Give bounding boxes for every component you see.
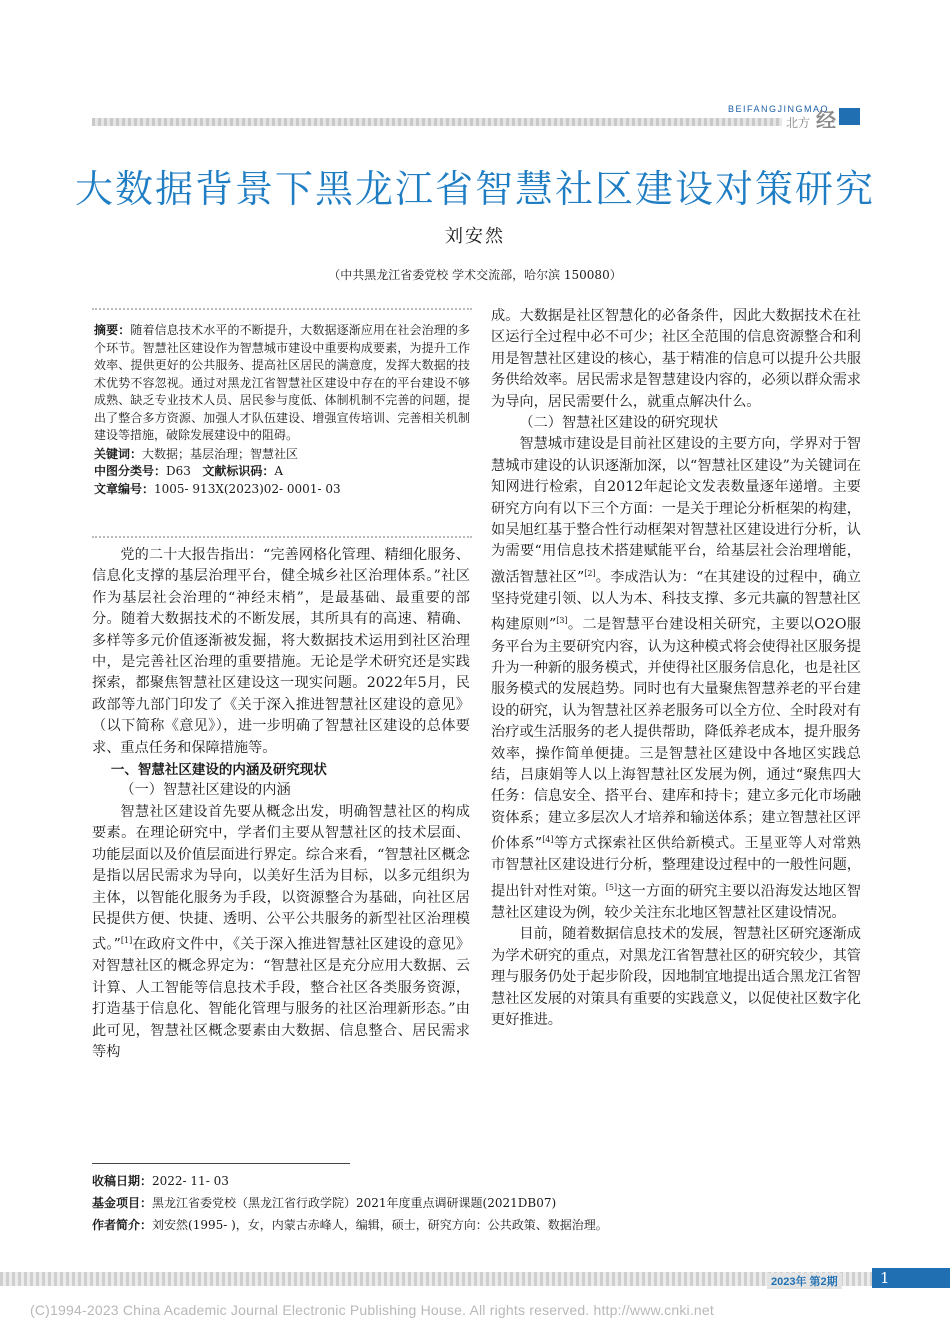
footnote-label: 作者简介： bbox=[92, 1218, 153, 1232]
keywords bbox=[94, 446, 470, 464]
article-author: 刘安然 bbox=[445, 226, 505, 247]
body-right-column bbox=[491, 306, 861, 1031]
abstract bbox=[94, 322, 470, 445]
section-heading: 一、智慧社区建设的内涵及研究现状 bbox=[110, 762, 327, 778]
journal-name-en: BEIFANGJINGMAO bbox=[728, 104, 830, 114]
article-affiliation: （中共黑龙江省委党校 学术交流部，哈尔滨 150080） bbox=[328, 268, 622, 282]
article-number bbox=[94, 481, 470, 499]
footnote-text: 黑龙江省委党校（黑龙江省行政学院）2021年度重点调研课题(2021DB07) bbox=[152, 1196, 557, 1210]
text-span: 。李成浩认为：“在其建设的过程中，确立坚持党建引领、以人为本、科技支撑、多元共赢的智慧社区构建原则” bbox=[491, 569, 861, 634]
doc-code-value: A bbox=[274, 464, 284, 478]
text-span: 。二是智慧平台建设相关研究，主要以O2O服务平台为主要研究内容，认为这种模式将会使得社区服务提升为一种新的服务模式，并使得社区服务信息化，也是社区服务模式的发展趋势。同时也有大量聚焦智慧养老的平台建设的研究，认为智慧社区养老服务可以全方位、全时段对有治疗或生活服务的老人提供帮助，降低养老成本，提升服务效率，操作简单便捷。三是智慧社区建设中各地区实践总结，吕康娟等人以上海智慧社区发展为例，通过“聚焦四大任务：信息安全、搭平台、建库和持卡；建立多元化市场融资体系；建立多层次人才培养和输送体系；建立智慧社区评价体系” bbox=[491, 617, 861, 852]
footnote-label: 基金项目： bbox=[92, 1196, 153, 1210]
citation-ref: [2] bbox=[584, 568, 596, 578]
article-title: 大数据背景下黑龙江省智慧社区建设对策研究 bbox=[74, 169, 875, 211]
article-no-value: 1005- 913X(2023)02- 0001- 03 bbox=[154, 481, 341, 496]
classification bbox=[94, 463, 470, 481]
issue-label: 2023年 第2期 bbox=[767, 1273, 842, 1289]
footnote-bio bbox=[92, 1214, 862, 1236]
abstract-label: 摘要： bbox=[94, 323, 131, 337]
journal-logo-box bbox=[839, 108, 860, 125]
clc-value: D63 bbox=[166, 464, 191, 478]
keywords-text: 大数据；基层治理；智慧社区 bbox=[142, 446, 299, 461]
journal-name-cn: 北方 bbox=[786, 116, 811, 130]
paragraph: 目前，随着数据信息技术的发展，智慧社区研究逐渐成为学术研究的重点，对黑龙江省智慧社区的研究较少，其管理与服务仍处于起步阶段，因地制宜地提出适合黑龙江省智慧社区发展的对策具有重要的实践意义，以促使社区数字化更好推进。 bbox=[491, 926, 861, 1028]
paragraph bbox=[92, 802, 470, 1064]
article-no-label: 文章编号： bbox=[94, 481, 155, 496]
subsection-heading: （一）智慧社区建设的内涵 bbox=[120, 782, 291, 799]
footnote-received bbox=[92, 1170, 862, 1192]
footnotes bbox=[92, 1170, 862, 1236]
header-decor-bar bbox=[92, 118, 782, 126]
text-span: 智慧城市建设是目前社区建设的主要方向，学界对于智慧城市建设的认识逐渐加深，以“智慧社区建设”为关键词在知网进行检索，自2012年起论文发表数量逐年递增。主要研究方向有以下三个方面：一是关于理论分析框架的构建，如吴旭红基于整合性行动框架对智慧社区建设进行分析，认为需要“用信息技术搭建赋能平台，给基层社会治理增能，激活智慧社区” bbox=[491, 436, 861, 586]
page-number: 1 bbox=[872, 1268, 950, 1288]
clc-label: 中图分类号： bbox=[94, 464, 167, 478]
footnote-separator bbox=[92, 1163, 350, 1164]
text-span: 等方式探索社区供给新模式。王星亚等人对常熟市智慧社区建设进行分析，整理建设过程中的一般性问题，提出针对性对策。 bbox=[491, 835, 861, 900]
body-left-column bbox=[92, 545, 470, 1063]
citation-ref: [4] bbox=[542, 835, 554, 845]
subsection-heading: （二）智慧社区建设的研究现状 bbox=[519, 415, 719, 432]
footnote-label: 收稿日期： bbox=[92, 1174, 153, 1188]
paragraph: 成。大数据是社区智慧化的必备条件，因此大数据技术在社区运行全过程中必不可少；社区全范围的信息资源整合和利用是智慧社区建设的核心，基于精准的信息可以提升公共服务供给效率。居民需求是智慧建设内容的，必须以群众需求为导向，居民需要什么，就重点解决什么。 bbox=[491, 308, 861, 410]
doc-code-label: 文献标识码： bbox=[202, 464, 275, 478]
footnote-text: 刘安然(1995- )，女，内蒙古赤峰人，编辑，硕士，研究方向：公共政策、数据治理。 bbox=[152, 1218, 608, 1232]
abstract-box bbox=[92, 308, 472, 538]
paragraph: 党的二十大报告指出：“完善网格化管理、精细化服务、信息化支撑的基层治理平台，健全城乡社区治理体系。”社区作为基层社会治理的“神经末梢”，是最基础、最重要的部分。随着大数据技术的不断发展，其所具有的高速、精确、多样等多元价值逐渐被发掘，将大数据技术运用到社区治理中，是完善社区治理的重要措施。无论是学术研究还是实践探索，都聚焦智慧社区建设这一现实问题。2022年5月，民政部等九部门印发了《关于深入推进智慧社区建设的意见》（以下简称《意见》），进一步明确了智慧社区建设的总体要求、重点任务和保障措施等。 bbox=[92, 547, 470, 756]
citation-ref: [5] bbox=[605, 882, 618, 892]
footnote-text: 2022- 11- 03 bbox=[152, 1174, 229, 1188]
citation-ref: [1] bbox=[120, 936, 133, 946]
text-span: 这一方面的研究主要以沿海发达地区智慧社区建设为例，较少关注东北地区智慧社区建设情况。 bbox=[491, 883, 861, 921]
footnote-fund bbox=[92, 1192, 862, 1214]
text-span: 在政府文件中，《关于深入推进智慧社区建设的意见》对智慧社区的概念界定为：“智慧社区是充分应用大数据、云计算、人工智能等信息技术手段，整合社区各类服务资源，打造基于信息化、智能化管理与服务的社区治理新形态。”由此可见，智慧社区概念要素由大数据、信息整合、居民需求等构 bbox=[92, 937, 471, 1061]
text-span: 智慧社区建设首先要从概念出发，明确智慧社区的构成要素。在理论研究中，学者们主要从智慧社区的技术层面、功能层面以及价值层面进行界定。综合来看，“智慧社区概念是指以居民需求为导向，以美好生活为目标，以多元组织为主体，以智能化服务为手段，以资源整合为基础，向社区居民提供方便、快捷、透明、公平公共服务的新型社区治理模式。” bbox=[92, 803, 470, 954]
citation-ref: [3] bbox=[556, 616, 568, 626]
abstract-text: 随着信息技术水平的不断提升，大数据逐渐应用在社会治理的多个环节。智慧社区建设作为智慧城市建设中重要构成要素，为提升工作效率、提供更好的公共服务、提高社区居民的满意度，发挥大数据的技术优势不容忽视。通过对黑龙江省智慧社区建设中存在的平台建设不够成熟、缺乏专业技术人员、居民参与度低、体制机制不完善的问题，提出了整合多方资源、加强人才队伍建设、增强宣传培训、完善相关机制建设等措施，破除发展建设中的阻碍。 bbox=[94, 323, 470, 442]
paragraph bbox=[491, 434, 861, 924]
keywords-label: 关键词： bbox=[94, 446, 143, 461]
copyright-watermark: (C)1994-2023 China Academic Journal Electronic Publishing House. All rights reserved. http://www.cnki.net bbox=[30, 1302, 714, 1318]
journal-name-char: 经 bbox=[816, 110, 836, 132]
